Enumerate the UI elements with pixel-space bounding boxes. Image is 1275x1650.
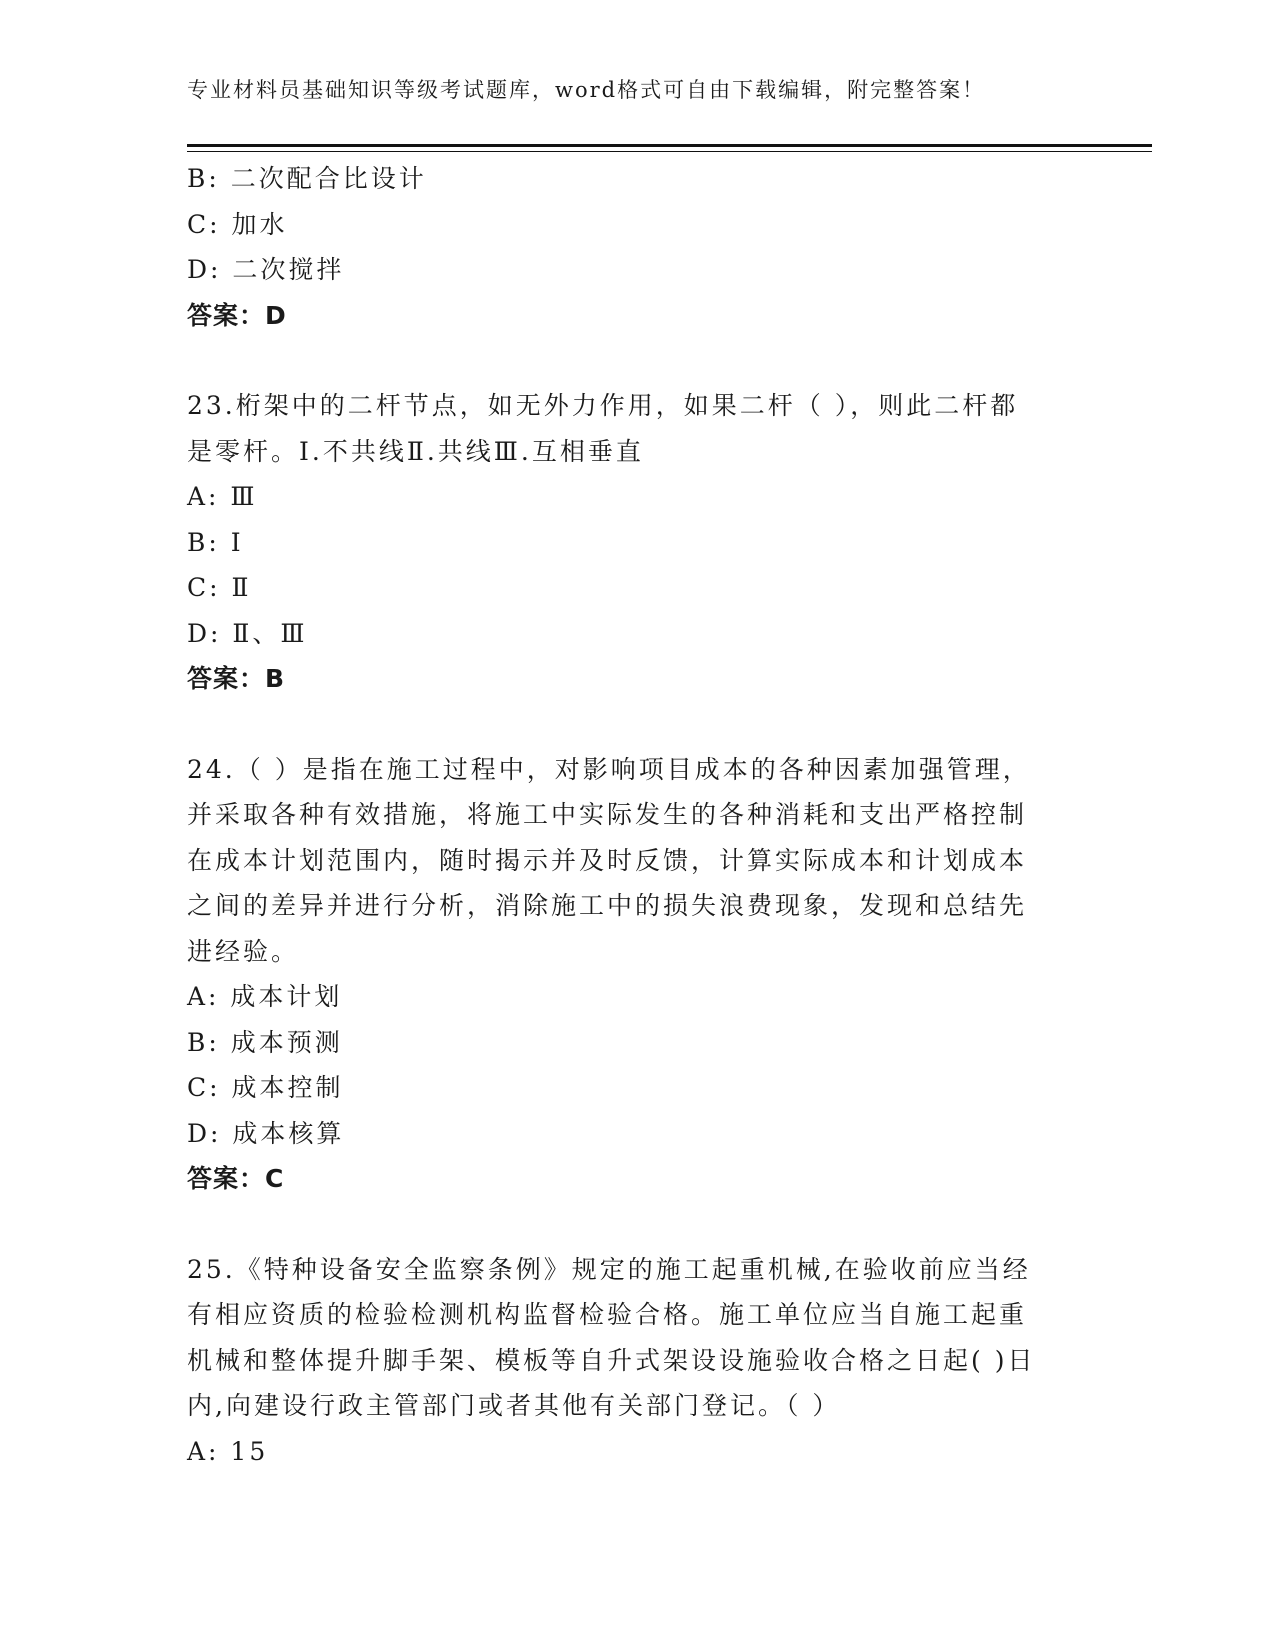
question-stem: 并采取各种有效措施，将施工中实际发生的各种消耗和支出严格控制 [187, 800, 1028, 829]
answer: 答案：D [187, 300, 287, 330]
option-a: A: 15 [187, 1436, 269, 1466]
option-a: A: 成本计划 [187, 982, 343, 1011]
option-c: C: Ⅱ [187, 573, 252, 602]
option-c: C: 成本控制 [187, 1073, 344, 1102]
option-b: B: 二次配合比设计 [187, 164, 427, 193]
spacer [187, 702, 1067, 747]
document-body [187, 156, 1067, 1474]
option-b: B: Ⅰ [187, 527, 244, 557]
page-header: 专业材料员基础知识等级考试题库，word格式可自由下载编辑，附完整答案！ [187, 78, 986, 102]
option-a: A: Ⅲ [187, 482, 258, 511]
question-stem: 之间的差异并进行分析，消除施工中的损失浪费现象，发现和总结先 [187, 891, 1028, 920]
question-stem: 是零杆。I.不共线Ⅱ.共线Ⅲ.互相垂直 [187, 436, 644, 466]
spacer [187, 1202, 1067, 1247]
header-divider-thin [187, 151, 1152, 152]
question-25 [187, 1247, 1067, 1475]
option-d: D: 成本核算 [187, 1118, 345, 1148]
question-stem: 有相应资质的检验检测机构监督检验合格。施工单位应当自施工起重 [187, 1300, 1028, 1329]
question-stem: 进经验。 [187, 936, 300, 966]
option-c: C: 加水 [187, 209, 288, 239]
option-d: D: Ⅱ、Ⅲ [187, 618, 308, 648]
question-stem: 内,向建设行政主管部门或者其他有关部门登记。（ ） [187, 1391, 841, 1420]
option-d: D: 二次搅拌 [187, 255, 345, 284]
spacer [187, 338, 1067, 383]
header-divider [187, 144, 1152, 147]
option-b: B: 成本预测 [187, 1027, 343, 1057]
question-stem: 机械和整体提升脚手架、模板等自升式架设设施验收合格之日起( )日 [187, 1345, 1036, 1375]
question-stem: 23.桁架中的二杆节点，如无外力作用，如果二杆（ ），则此二杆都 [187, 391, 1019, 420]
question-24 [187, 747, 1067, 1202]
answer: 答案：C [187, 1164, 285, 1193]
question-23 [187, 383, 1067, 702]
answer: 答案：B [187, 664, 286, 693]
question-stem: 在成本计划范围内，随时揭示并及时反馈，计算实际成本和计划成本 [187, 845, 1028, 875]
question-stem: 25.《特种设备安全监察条例》规定的施工起重机械,在验收前应当经 [187, 1254, 1031, 1284]
question-stem: 24.（ ）是指在施工过程中，对影响项目成本的各种因素加强管理， [187, 754, 1031, 784]
question-22 [187, 156, 1067, 338]
